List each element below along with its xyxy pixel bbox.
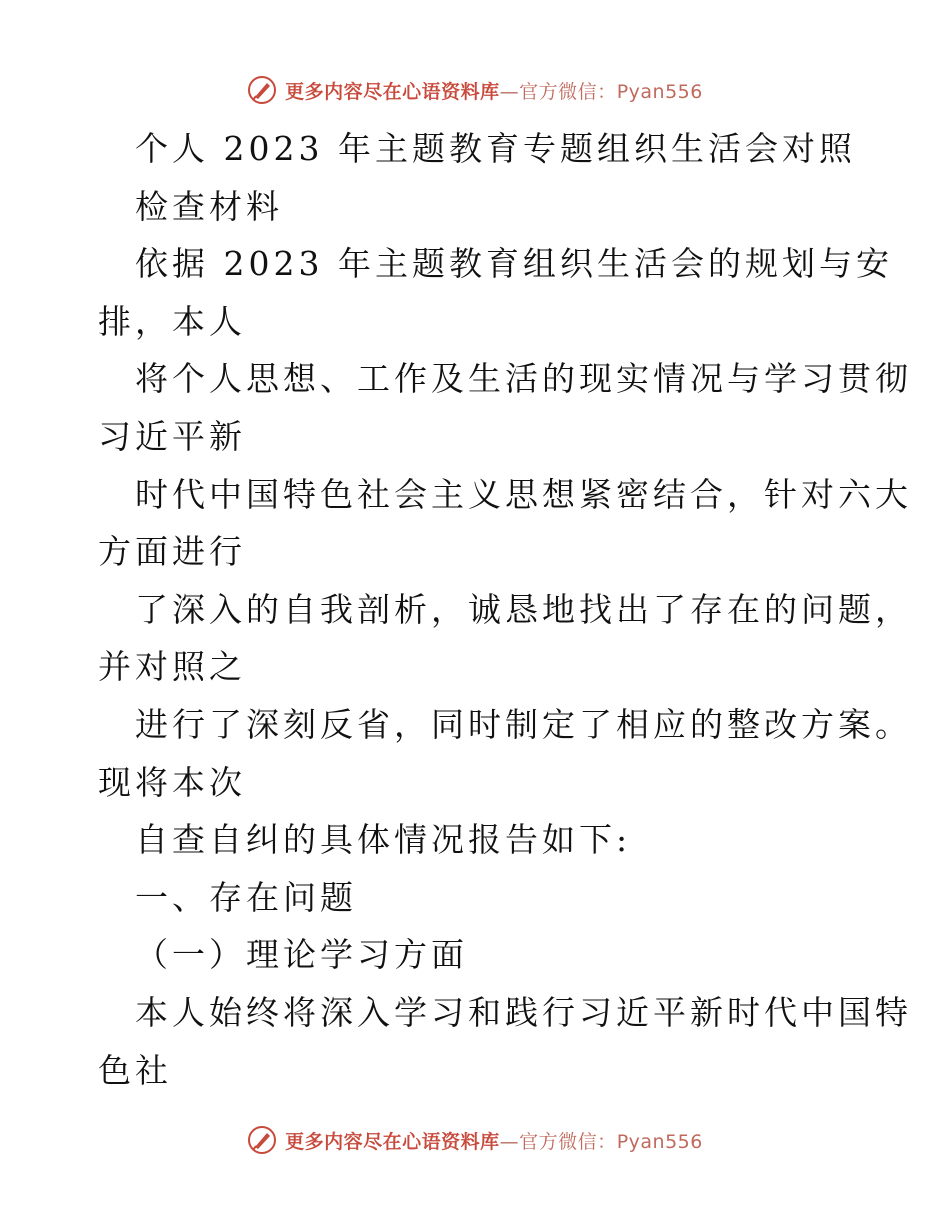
quill-pen-logo-icon: [247, 1125, 277, 1155]
watermark-text: [285, 77, 703, 104]
paragraph-line: 将个人思想、工作及生活的现实情况与学习贯彻: [135, 359, 912, 399]
paragraph-line: 依据 2023 年主题教育组织生活会的规划与安: [135, 244, 893, 284]
paragraph-line: 时代中国特色社会主义思想紧密结合，针对六大: [135, 474, 912, 514]
paragraph-line: 进行了深刻反省，同时制定了相应的整改方案。: [135, 704, 912, 744]
watermark-wechat-label: 官方微信：: [519, 80, 617, 103]
watermark-wechat-id: Pyan556: [616, 80, 703, 103]
doc-title-line-1: 个人 2023 年主题教育专题组织生活会对照: [135, 129, 856, 168]
watermark-separator: —: [499, 80, 520, 103]
watermark-text: [285, 1127, 703, 1154]
paragraph-line: 并对照之: [98, 647, 246, 687]
paragraph-line: 了深入的自我剖析，诚恳地找出了存在的问题，: [135, 589, 912, 629]
quill-pen-logo-icon: [247, 75, 277, 105]
paragraph-line: 本人始终将深入学习和践行习近平新时代中国特: [135, 992, 912, 1032]
watermark-wechat-id: Pyan556: [616, 1130, 703, 1153]
section-heading: 一、存在问题: [135, 877, 357, 917]
watermark-wechat-label: 官方微信：: [519, 1130, 617, 1153]
watermark-separator: —: [499, 1130, 520, 1153]
paragraph-line: 方面进行: [98, 532, 246, 572]
paragraph-line: 色社: [98, 1050, 172, 1090]
doc-title-line-2: 检查材料: [135, 186, 283, 226]
paragraph-line: 排，本人: [98, 301, 246, 341]
document-body: [98, 120, 912, 1099]
subsection-heading: （一）理论学习方面: [135, 935, 468, 975]
watermark-header: [0, 70, 950, 110]
watermark-footer: [0, 1120, 950, 1160]
paragraph-line: 自查自纠的具体情况报告如下:: [135, 820, 632, 860]
watermark-site: 更多内容尽在心语资料库: [285, 80, 500, 103]
paragraph-line: 现将本次: [98, 762, 246, 802]
paragraph-line: 习近平新: [98, 416, 246, 456]
watermark-site: 更多内容尽在心语资料库: [285, 1130, 500, 1153]
